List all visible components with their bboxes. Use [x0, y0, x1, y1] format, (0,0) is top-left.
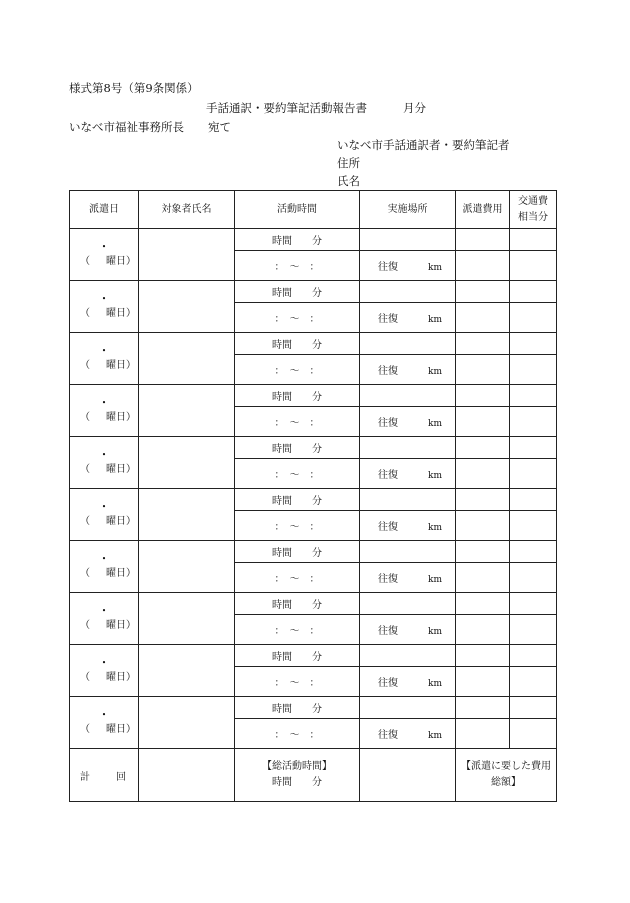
- entry-person-cell[interactable]: [139, 333, 235, 385]
- km-label: km: [428, 679, 442, 689]
- km-label: km: [428, 419, 442, 429]
- entry-distance-cell[interactable]: [360, 303, 456, 333]
- entry-timerange-cell[interactable]: ： ～ ：: [235, 407, 360, 437]
- entry-cost-cell[interactable]: [456, 281, 510, 303]
- entry-place-cell[interactable]: [360, 489, 456, 511]
- entry-transport-cell-2[interactable]: [510, 615, 557, 645]
- paren-open: （: [80, 307, 90, 319]
- header-transport-line2: 相当分: [518, 211, 548, 223]
- total-cost-label-2: 総額】: [491, 777, 521, 788]
- hours-label: 時間: [272, 496, 292, 507]
- minutes-label: 分: [312, 652, 322, 663]
- header-place: 実施場所: [360, 191, 456, 229]
- km-label: km: [428, 731, 442, 741]
- entry-duration-cell[interactable]: [235, 593, 360, 615]
- weekday-label: 曜日）: [106, 723, 136, 735]
- entry-timerange-cell[interactable]: ： ～ ：: [235, 459, 360, 489]
- entry-transport-cell[interactable]: [510, 229, 557, 251]
- entry-row-top: [70, 385, 557, 407]
- date-separator: ・: [99, 449, 109, 461]
- weekday-field: [70, 307, 138, 321]
- hours-label: 時間: [272, 548, 292, 559]
- minutes-label: 分: [312, 548, 322, 559]
- entry-place-cell[interactable]: [360, 593, 456, 615]
- entry-transport-cell[interactable]: [510, 333, 557, 355]
- round-trip-label: 往復: [378, 314, 398, 325]
- km-label: km: [428, 523, 442, 533]
- date-separator: ・: [99, 293, 109, 305]
- entry-duration-cell[interactable]: [235, 281, 360, 303]
- entry-place-cell[interactable]: [360, 437, 456, 459]
- report-month: 月分: [403, 101, 426, 115]
- entry-cost-cell[interactable]: [456, 645, 510, 667]
- recipient: いなべ市福祉事務所長: [69, 120, 184, 134]
- total-label: 計: [80, 771, 90, 783]
- paren-open: （: [80, 255, 90, 267]
- header-person: 対象者氏名: [139, 191, 235, 229]
- weekday-label: 曜日）: [106, 255, 136, 267]
- entry-date-cell[interactable]: [70, 541, 139, 593]
- entry-row-top: [70, 541, 557, 563]
- weekday-label: 曜日）: [106, 359, 136, 371]
- entry-duration-cell[interactable]: [235, 541, 360, 563]
- entry-timerange-cell[interactable]: ： ～ ：: [235, 303, 360, 333]
- entry-person-cell[interactable]: [139, 593, 235, 645]
- entry-place-cell[interactable]: [360, 697, 456, 719]
- weekday-field: [70, 671, 138, 685]
- minutes-label: 分: [312, 444, 322, 455]
- entry-cost-cell[interactable]: [456, 593, 510, 615]
- total-time-cell[interactable]: [235, 749, 360, 802]
- weekday-label: 曜日）: [106, 463, 136, 475]
- hours-label: 時間: [272, 652, 292, 663]
- paren-open: （: [80, 463, 90, 475]
- entry-place-cell[interactable]: [360, 229, 456, 251]
- entry-timerange-cell[interactable]: ： ～ ：: [235, 719, 360, 749]
- entry-duration-cell[interactable]: [235, 385, 360, 407]
- entry-date-cell[interactable]: [70, 281, 139, 333]
- weekday-label: 曜日）: [106, 567, 136, 579]
- entry-place-cell[interactable]: [360, 541, 456, 563]
- entry-cost-cell-2[interactable]: [456, 303, 510, 333]
- entry-transport-cell[interactable]: [510, 385, 557, 407]
- entry-cost-cell[interactable]: [456, 229, 510, 251]
- entry-date-cell[interactable]: [70, 437, 139, 489]
- paren-open: （: [80, 515, 90, 527]
- round-trip-label: 往復: [378, 418, 398, 429]
- entry-date-cell[interactable]: [70, 593, 139, 645]
- entry-place-cell[interactable]: [360, 385, 456, 407]
- entry-row-top: [70, 281, 557, 303]
- entry-distance-cell[interactable]: [360, 615, 456, 645]
- total-time-label: 【総活動時間】: [262, 761, 332, 772]
- entry-transport-cell[interactable]: [510, 437, 557, 459]
- date-separator: ・: [99, 709, 109, 721]
- total-hours-label: 時間: [272, 777, 292, 788]
- minutes-label: 分: [312, 392, 322, 403]
- entry-cost-cell-2[interactable]: [456, 719, 510, 749]
- header-time: 活動時間: [235, 191, 360, 229]
- entry-person-cell[interactable]: [139, 229, 235, 281]
- hours-label: 時間: [272, 288, 292, 299]
- weekday-field: [70, 463, 138, 477]
- date-separator: ・: [99, 345, 109, 357]
- entry-date-cell[interactable]: [70, 489, 139, 541]
- entry-cost-cell-2[interactable]: [456, 615, 510, 645]
- date-separator: ・: [99, 553, 109, 565]
- minutes-label: 分: [312, 600, 322, 611]
- hours-label: 時間: [272, 236, 292, 247]
- entry-person-cell[interactable]: [139, 489, 235, 541]
- hours-label: 時間: [272, 704, 292, 715]
- entry-duration-cell[interactable]: [235, 333, 360, 355]
- paren-open: （: [80, 411, 90, 423]
- entry-transport-cell[interactable]: [510, 697, 557, 719]
- entry-date-cell[interactable]: [70, 385, 139, 437]
- entry-distance-cell[interactable]: [360, 407, 456, 437]
- entry-cost-cell[interactable]: [456, 437, 510, 459]
- entry-person-cell[interactable]: [139, 645, 235, 697]
- entry-row-top: [70, 229, 557, 251]
- entry-cost-cell-2[interactable]: [456, 511, 510, 541]
- entry-cost-cell[interactable]: [456, 489, 510, 511]
- minutes-label: 分: [312, 236, 322, 247]
- entry-cost-cell-2[interactable]: [456, 407, 510, 437]
- entry-transport-cell-2[interactable]: [510, 251, 557, 281]
- entry-cost-cell[interactable]: [456, 333, 510, 355]
- round-trip-label: 往復: [378, 262, 398, 273]
- entry-cost-cell-2[interactable]: [456, 563, 510, 593]
- entry-place-cell[interactable]: [360, 333, 456, 355]
- entry-transport-cell-2[interactable]: [510, 303, 557, 333]
- entry-row-top: [70, 593, 557, 615]
- date-separator: ・: [99, 501, 109, 513]
- header-row: [70, 191, 557, 229]
- round-trip-label: 往復: [378, 522, 398, 533]
- entry-cost-cell-2[interactable]: [456, 459, 510, 489]
- km-label: km: [428, 575, 442, 585]
- entry-cost-cell[interactable]: [456, 385, 510, 407]
- entry-distance-cell[interactable]: [360, 667, 456, 697]
- km-label: km: [428, 263, 442, 273]
- minutes-label: 分: [312, 288, 322, 299]
- weekday-field: [70, 567, 138, 581]
- entry-transport-cell-2[interactable]: [510, 667, 557, 697]
- header-cost: 派遣費用: [456, 191, 510, 229]
- entry-distance-cell[interactable]: [360, 719, 456, 749]
- date-separator: ・: [99, 657, 109, 669]
- entry-place-cell[interactable]: [360, 281, 456, 303]
- entry-timerange-cell[interactable]: ： ～ ：: [235, 511, 360, 541]
- paren-open: （: [80, 359, 90, 371]
- entry-transport-cell-2[interactable]: [510, 407, 557, 437]
- entry-place-cell[interactable]: [360, 645, 456, 667]
- weekday-field: [70, 515, 138, 529]
- weekday-label: 曜日）: [106, 515, 136, 527]
- weekday-label: 曜日）: [106, 671, 136, 683]
- total-row: [70, 749, 557, 802]
- entry-person-cell[interactable]: [139, 385, 235, 437]
- hours-label: 時間: [272, 600, 292, 611]
- entry-duration-cell[interactable]: [235, 645, 360, 667]
- address-label: 住所: [337, 156, 360, 170]
- round-trip-label: 往復: [378, 574, 398, 585]
- hours-label: 時間: [272, 444, 292, 455]
- weekday-field: [70, 411, 138, 425]
- total-minutes-label: 分: [312, 777, 322, 788]
- entry-date-cell[interactable]: [70, 333, 139, 385]
- minutes-label: 分: [312, 496, 322, 507]
- hours-label: 時間: [272, 340, 292, 351]
- total-cost-label-1: 【派遣に要した費用: [461, 761, 551, 772]
- entry-date-cell[interactable]: [70, 645, 139, 697]
- km-label: km: [428, 367, 442, 377]
- round-trip-label: 往復: [378, 470, 398, 481]
- paren-open: （: [80, 567, 90, 579]
- entry-transport-cell-2[interactable]: [510, 355, 557, 385]
- date-separator: ・: [99, 241, 109, 253]
- weekday-label: 曜日）: [106, 307, 136, 319]
- report-title: 手話通訳・要約筆記活動報告書: [206, 101, 367, 115]
- entry-row-top: [70, 697, 557, 719]
- paren-open: （: [80, 723, 90, 735]
- entry-transport-cell-2[interactable]: [510, 511, 557, 541]
- entry-row-top: [70, 333, 557, 355]
- entry-transport-cell[interactable]: [510, 645, 557, 667]
- entry-timerange-cell[interactable]: ： ～ ：: [235, 667, 360, 697]
- km-label: km: [428, 627, 442, 637]
- entry-distance-cell[interactable]: [360, 511, 456, 541]
- minutes-label: 分: [312, 340, 322, 351]
- reporter-title: いなべ市手話通訳者・要約筆記者: [337, 138, 510, 152]
- weekday-label: 曜日）: [106, 619, 136, 631]
- entry-cost-cell[interactable]: [456, 697, 510, 719]
- header-transport: [510, 191, 557, 229]
- times-label: 回: [116, 771, 126, 783]
- weekday-field: [70, 723, 138, 737]
- entry-cost-cell-2[interactable]: [456, 667, 510, 697]
- entry-row-top: [70, 489, 557, 511]
- km-label: km: [428, 471, 442, 481]
- entry-duration-cell[interactable]: [235, 229, 360, 251]
- entry-duration-cell[interactable]: [235, 437, 360, 459]
- round-trip-label: 往復: [378, 678, 398, 689]
- entry-distance-cell[interactable]: [360, 563, 456, 593]
- entry-timerange-cell[interactable]: ： ～ ：: [235, 563, 360, 593]
- entry-duration-cell[interactable]: [235, 697, 360, 719]
- total-cost-cell[interactable]: [456, 749, 557, 802]
- entry-cost-cell-2[interactable]: [456, 251, 510, 281]
- honorific: 宛て: [208, 120, 231, 134]
- km-label: km: [428, 315, 442, 325]
- entry-duration-cell[interactable]: [235, 489, 360, 511]
- report-table-body: [70, 191, 557, 802]
- entry-timerange-cell[interactable]: ： ～ ：: [235, 355, 360, 385]
- entry-cost-cell-2[interactable]: [456, 355, 510, 385]
- entry-transport-cell[interactable]: [510, 593, 557, 615]
- entry-transport-cell[interactable]: [510, 541, 557, 563]
- entry-transport-cell-2[interactable]: [510, 459, 557, 489]
- name-label: 氏名: [337, 174, 360, 188]
- entry-transport-cell[interactable]: [510, 489, 557, 511]
- paren-open: （: [80, 619, 90, 631]
- header-date: 派遣日: [70, 191, 139, 229]
- entry-distance-cell[interactable]: [360, 355, 456, 385]
- entry-person-cell[interactable]: [139, 697, 235, 749]
- entry-distance-cell[interactable]: [360, 459, 456, 489]
- minutes-label: 分: [312, 704, 322, 715]
- weekday-field: [70, 619, 138, 633]
- entry-cost-cell[interactable]: [456, 541, 510, 563]
- entry-transport-cell-2[interactable]: [510, 719, 557, 749]
- round-trip-label: 往復: [378, 366, 398, 377]
- total-count-cell[interactable]: [70, 749, 139, 802]
- entry-transport-cell[interactable]: [510, 281, 557, 303]
- paren-open: （: [80, 671, 90, 683]
- round-trip-label: 往復: [378, 730, 398, 741]
- round-trip-label: 往復: [378, 626, 398, 637]
- form-number: 様式第8号（第9条関係）: [69, 81, 199, 95]
- activity-report-table: [69, 190, 557, 802]
- weekday-label: 曜日）: [106, 411, 136, 423]
- date-separator: ・: [99, 605, 109, 617]
- hours-label: 時間: [272, 392, 292, 403]
- header-transport-line1: 交通費: [518, 195, 548, 207]
- total-time-value: [235, 775, 359, 791]
- total-place-cell: [360, 749, 456, 802]
- entry-person-cell[interactable]: [139, 541, 235, 593]
- entry-row-top: [70, 645, 557, 667]
- weekday-field: [70, 255, 138, 269]
- entry-row-top: [70, 437, 557, 459]
- entry-date-cell[interactable]: [70, 697, 139, 749]
- entry-person-cell[interactable]: [139, 437, 235, 489]
- entry-date-cell[interactable]: [70, 229, 139, 281]
- entry-transport-cell-2[interactable]: [510, 563, 557, 593]
- weekday-field: [70, 359, 138, 373]
- total-person-cell: [139, 749, 235, 802]
- entry-person-cell[interactable]: [139, 281, 235, 333]
- entry-timerange-cell[interactable]: ： ～ ：: [235, 251, 360, 281]
- entry-distance-cell[interactable]: [360, 251, 456, 281]
- entry-timerange-cell[interactable]: ： ～ ：: [235, 615, 360, 645]
- date-separator: ・: [99, 397, 109, 409]
